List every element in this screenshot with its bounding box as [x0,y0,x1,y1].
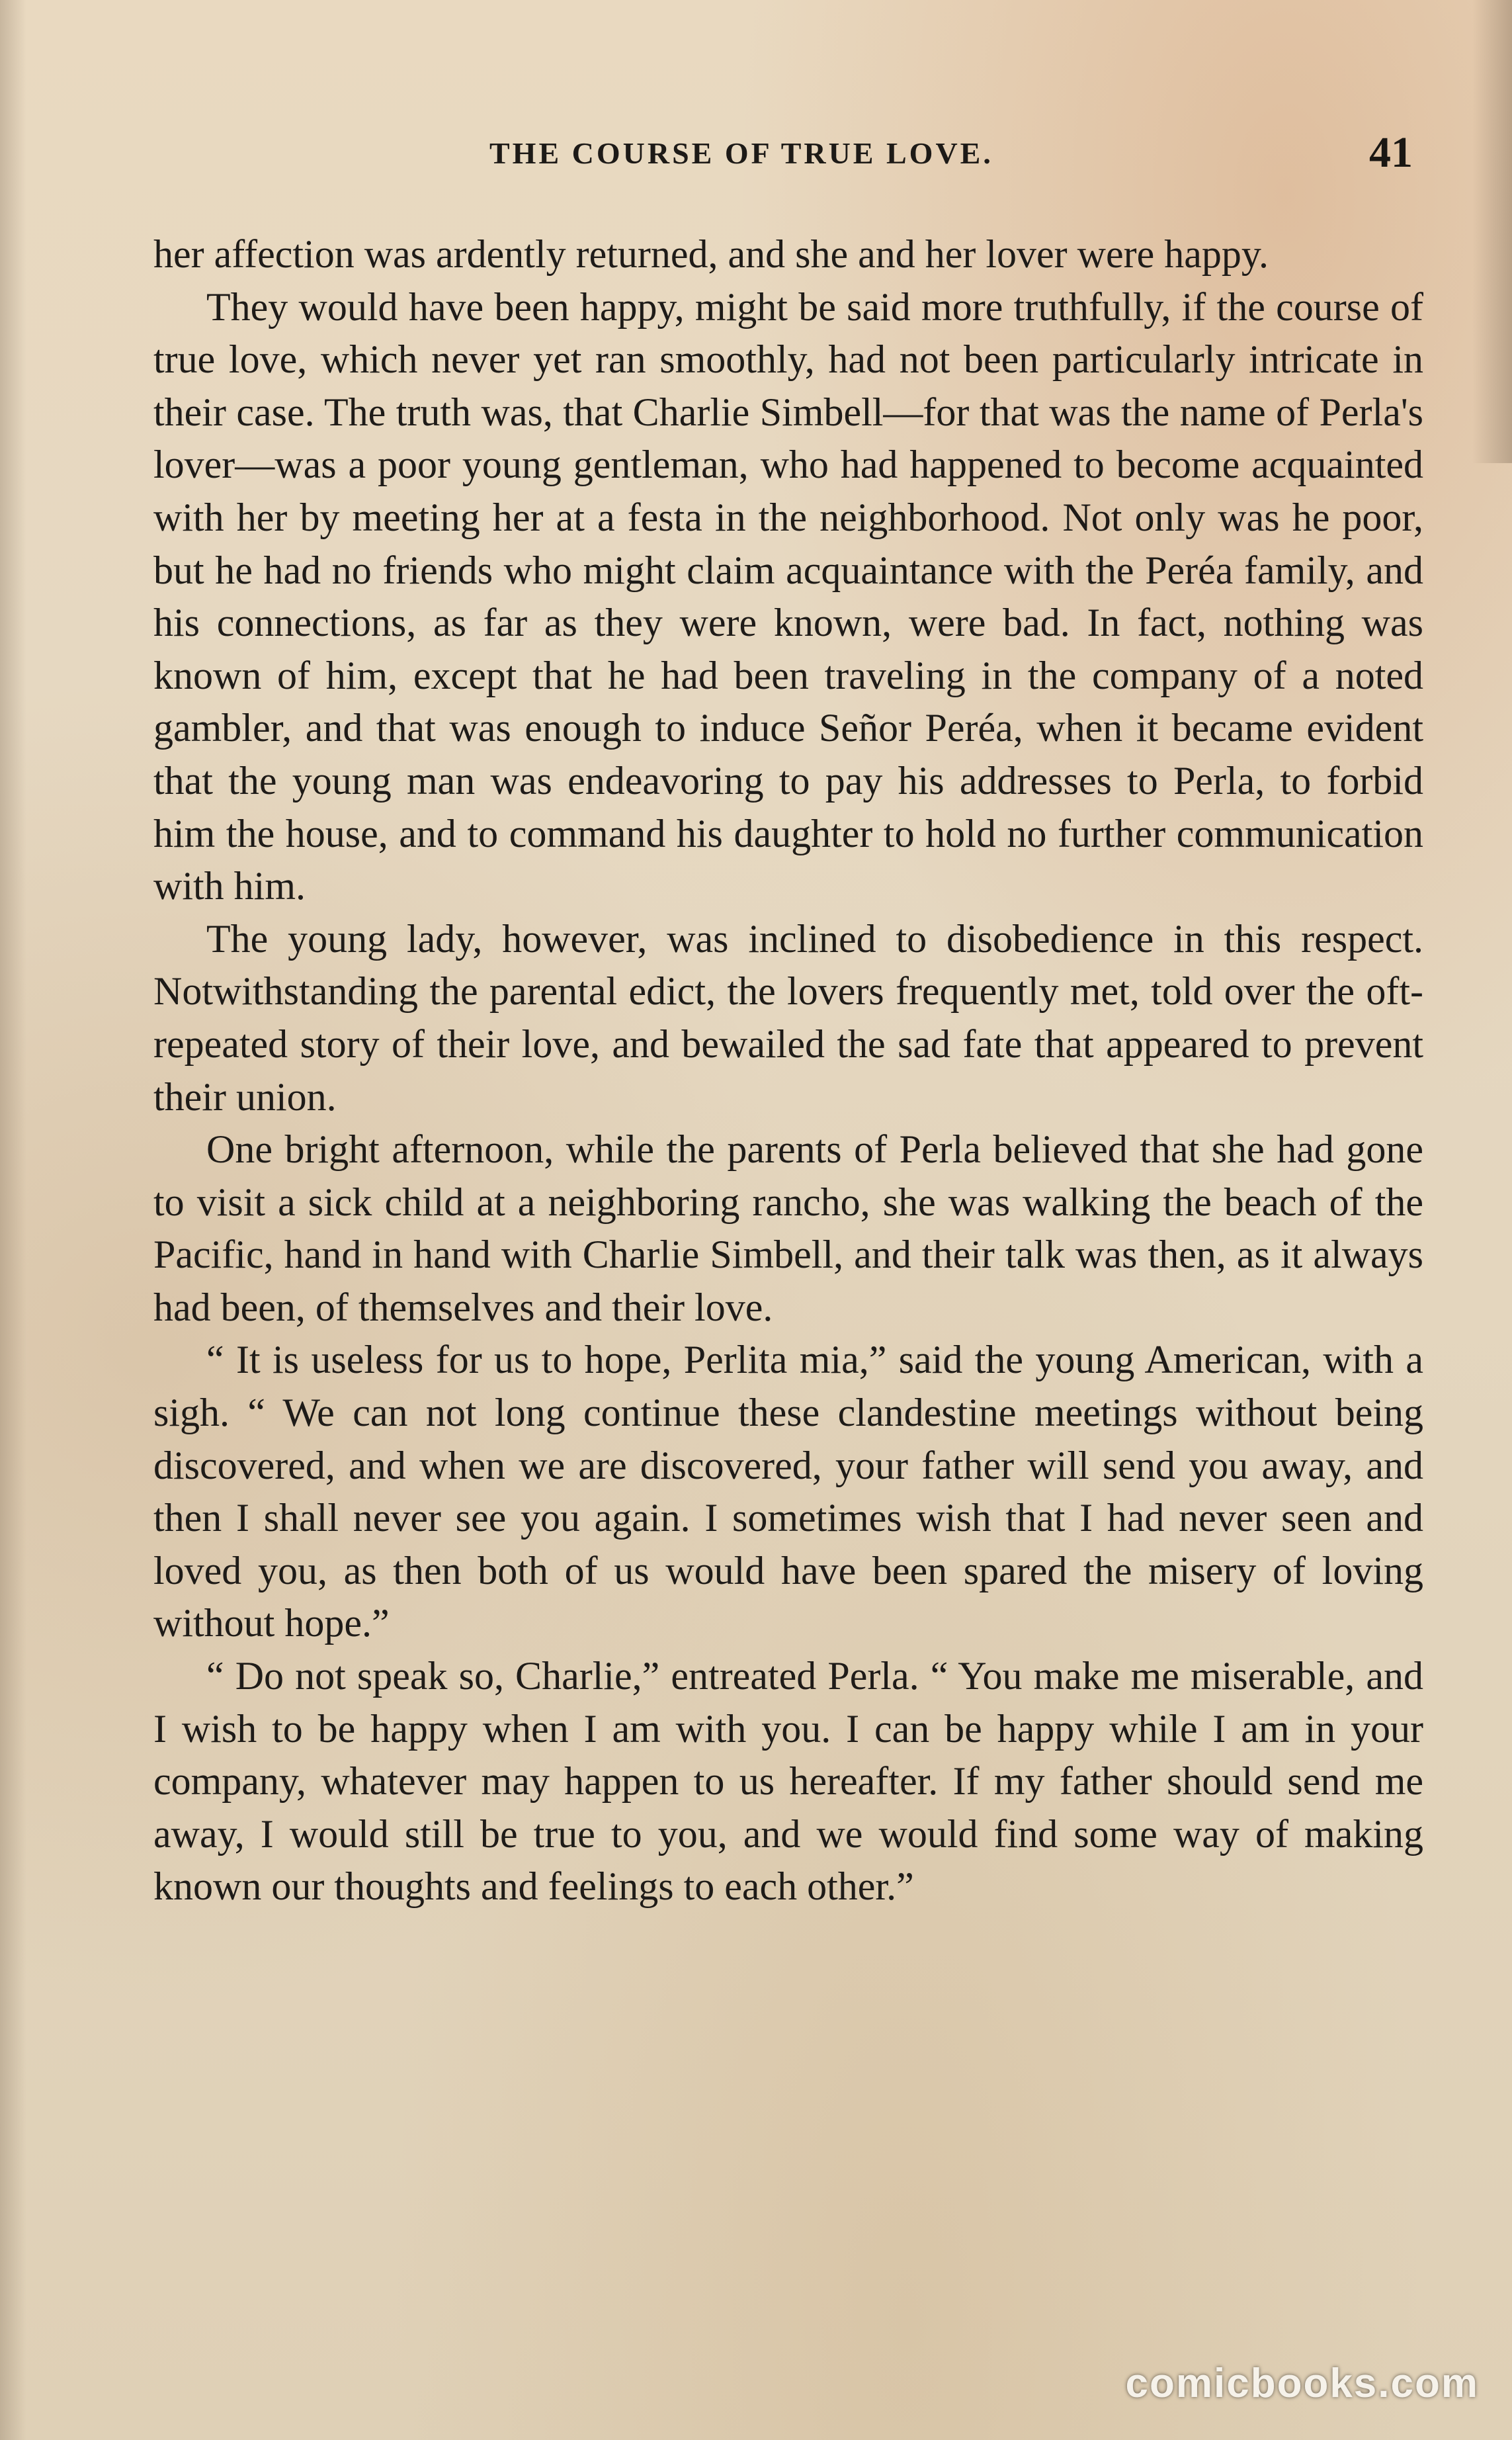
page-left-edge-shadow [0,0,26,2440]
paragraph-4: One bright afternoon, while the parents of Perla believed that she had gone to visit a sick child at a neighboring rancho, she was walking the beach of the Pacific, hand in hand with Charlie Simbell, and their talk was then, as it always had been, of themselves and their love. [153,1127,1423,1329]
paragraph-5: “ It is useless for us to hope, Perlita mia,” said the young American, with a sigh. “ We can not long continue these clandestine meetings without being discovered, and when we are discovered, your father will send you away, and then I shall never see you again. I sometimes wish that I had never seen and loved you, as then both of us would have been spared the misery of loving without hope.” [153,1338,1423,1645]
paragraph-1: her affection was ardently returned, and she and her lover were happy. [153,232,1269,276]
running-header [0,129,1512,182]
running-title: THE COURSE OF TRUE LOVE. [489,136,993,170]
page-corner-fold [1472,0,1512,463]
paragraph-3: The young lady, however, was inclined to disobedience in this respect. Notwithstanding the parental edict, the lovers frequently met, told over the oft-repeated story of their love, and bewailed the sad fate that appeared to prevent their union. [153,916,1423,1119]
body-text [153,228,1423,1913]
site-watermark: comicbooks.com [1125,2361,1479,2406]
paragraph-6: “ Do not speak so, Charlie,” entreated Perla. “ You make me miserable, and I wish to be happy when I am with you. I can be happy while I am in your company, whatever may happen to us hereafter. If my father should send me away, I would still be true to you, and we would find some way of making known our thoughts and feelings to each other.” [153,1654,1423,1909]
paragraph-2: They would have been happy, might be said more truthfully, if the course of true love, which never yet ran smoothly, had not been particularly intricate in their case. The truth was, that Charlie Simbell—for that was the name of Perla's lover—was a poor young gentleman, who had happened to become acquainted with her by meeting her at a festa in the neighborhood. Not only was he poor, but he had no friends who might claim acquaintance with the Peréa family, and his connections, as far as they were known, were bad. In fact, nothing was known of him, except that he had been traveling in the company of a noted gambler, and that was enough to induce Señor Peréa, when it became evident that the young man was endeavoring to pay his addresses to Perla, to forbid him the house, and to command his daughter to hold no further communication with him. [153,284,1423,908]
page-number: 41 [1369,128,1413,177]
